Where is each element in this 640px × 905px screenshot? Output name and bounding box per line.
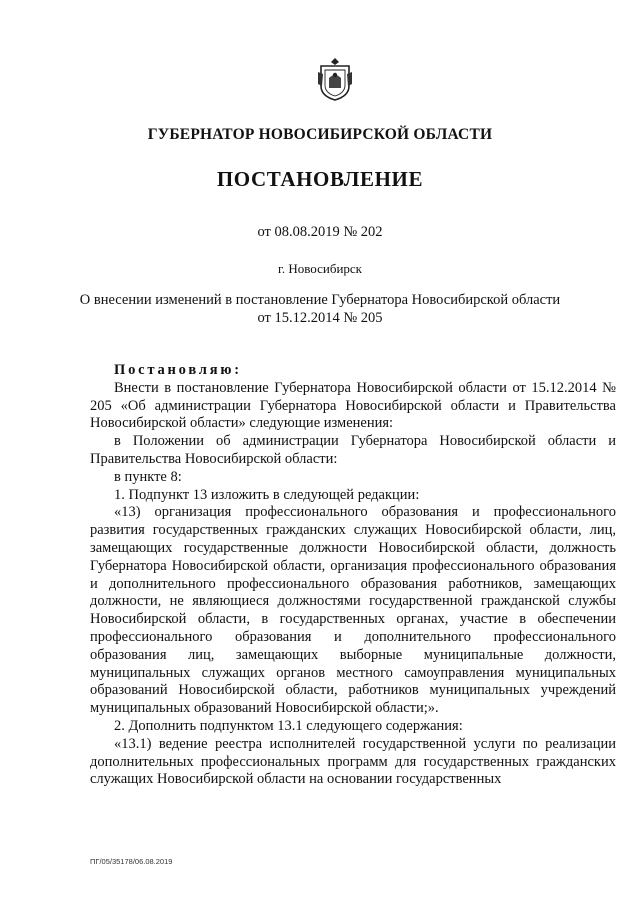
document-subject [0,291,640,327]
body-paragraph-6: 2. Дополнить подпунктом 13.1 следующего содержания: [114,717,463,734]
body-paragraph-4: 1. Подпункт 13 изложить в следующей редакции: [114,486,420,503]
coat-of-arms-icon [316,56,354,102]
document-city: г. Новосибирск [277,261,362,276]
footer-code: ПГ/05/35178/06.08.2019 [90,857,173,866]
body-paragraph-2: в Положении об администрации Губернатора Новосибирской области и Правительства Новосибирской области: [90,433,616,467]
document-type: ПОСТАНОВЛЕНИЕ [216,167,424,191]
issuing-authority: ГУБЕРНАТОР НОВОСИБИРСКОЙ ОБЛАСТИ [147,126,493,143]
document-body [90,362,616,789]
subject-line-1: О внесении изменений в постановление Губернатора Новосибирской области [79,292,561,308]
body-paragraph-3: в пункте 8: [114,468,182,485]
document-date-number: от 08.08.2019 № 202 [257,224,383,240]
decree-word: Постановляю: [114,362,242,378]
body-paragraph-1: Внести в постановление Губернатора Новосибирской области от 15.12.2014 № 205 «Об администрации Губернатора Новосибирской области и Правительства Новосибирской области» следующие изменения: [90,379,616,432]
body-paragraph-7: «13.1) ведение реестра исполнителей государственной услуги по реализации дополнительных профессиональных программ для государственных гражданских служащих Новосибирской области на основании государственных [90,735,616,788]
subject-line-2: от 15.12.2014 № 205 [257,310,383,326]
body-paragraph-5: «13) организация профессионального образования и профессионального развития государственных гражданских служащих Новосибирской области, лиц, замещающих государственные должности Новосибирской области, должность Губернатора Новосибирской области, организация профессионального образования и дополнительного профессионального образования работников, замещающих должности, не являющиеся должностями государственной гражданской службы Новосибирской области, в государственных органах, участие в обеспечении профессионального образования и дополнительного профессионального образования лиц, замещающих выборные муниципальные должности, муниципальных служащих органов местного самоуправления муниципальных образований Новосибирской области, работников муниципальных учреждений муниципальных образований Новосибирской области;». [90,504,616,717]
